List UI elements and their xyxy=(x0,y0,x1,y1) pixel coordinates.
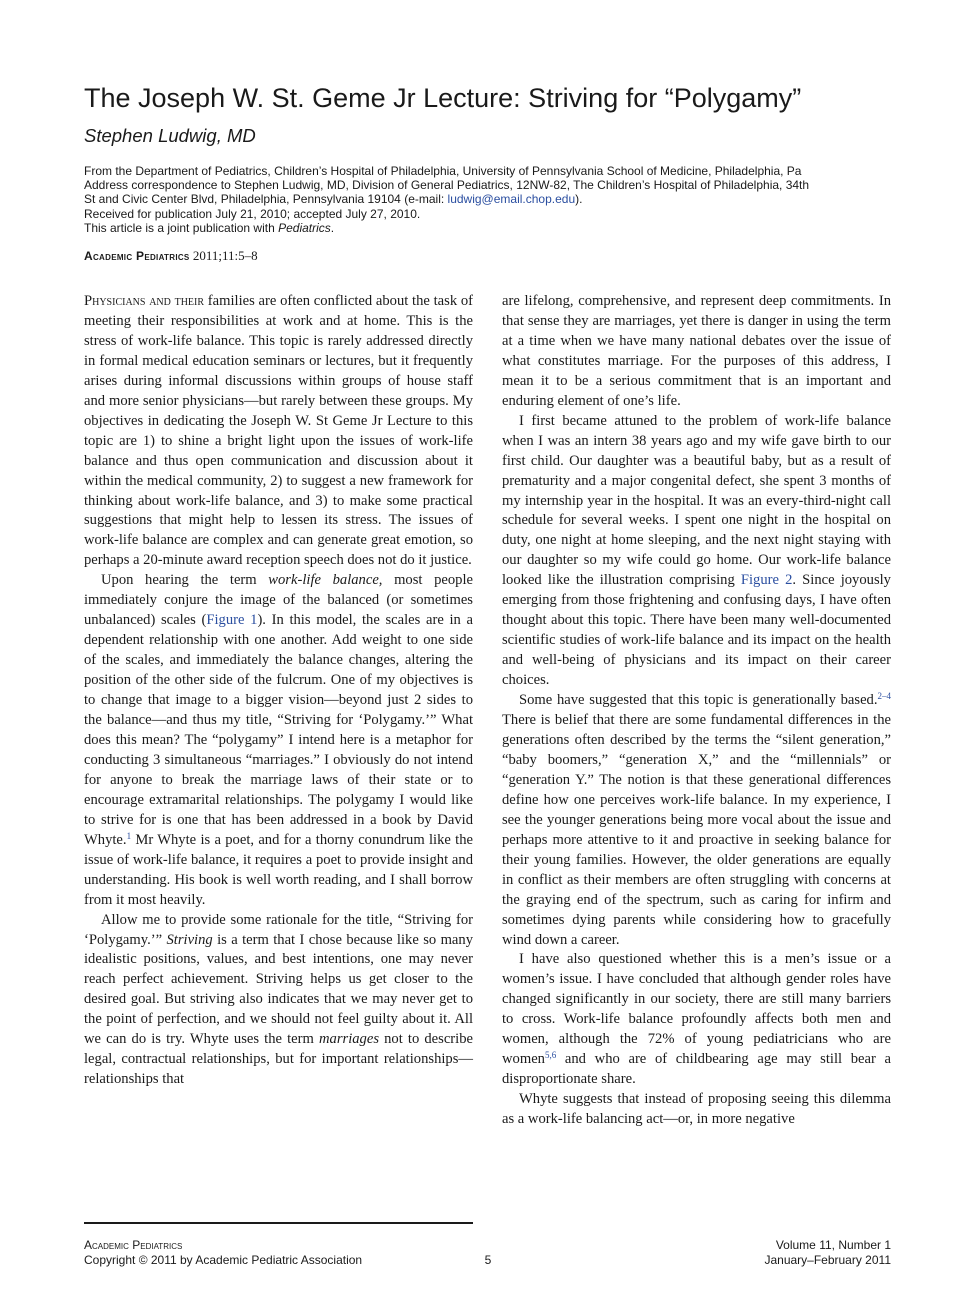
footer-right xyxy=(620,1238,891,1267)
reference-link[interactable]: 2–4 xyxy=(877,691,891,702)
reference-link[interactable]: 1 xyxy=(126,830,132,841)
footer-date: January–February 2011 xyxy=(764,1252,891,1267)
body-paragraph: Allow me to provide some rationale for the title, “Striving for ‘Polygamy.’” Striving is a term that I chose because like so many idealistic positions, values, and best intentions, one may never reach perfect achievement. Striving helps us get closer to the desired goal. But striving also indicates that we may never get to the point of perfection, and we should not feel guilty about it. All we can do is try. Whyte uses the term marriages not to describe legal, contractual relationships, but for important relationships—relationships that xyxy=(84,911,473,1088)
received-line: Received for publication July 21, 2010; accepted July 27, 2010. xyxy=(84,206,421,221)
footer-left xyxy=(84,1238,362,1267)
affiliation-block xyxy=(84,164,894,235)
body-paragraph: are lifelong, comprehensive, and represent deep commitments. In that sense they are marriages, yet there is danger in using the term at a time when we have many national debates over the issue of what constitutes marriage. For the purposes of this address, I mean it to be a serious commitment that is an important and enduring element of one’s life. xyxy=(502,293,891,409)
author-name: Stephen Ludwig, MD xyxy=(84,125,256,146)
body-paragraph: I have also questioned whether this is a men’s issue or a women’s issue. I have concluded that although gender roles have changed significantly in our society, there are still many barriers to cross. Work-life balance profoundly affects both men and women, although the 72% of young pediatricians who are women$^{5,6}$ and who are of childbearing age may still bear a disproportionate share. xyxy=(502,951,891,1088)
reference-link[interactable]: 5,6 xyxy=(544,1050,557,1061)
body-column-left xyxy=(84,292,473,1090)
footer-journal: Academic Pediatrics xyxy=(84,1238,183,1252)
body-paragraph: Upon hearing the term work-life balance, most people immediately conjure the image of the balanced (or sometimes unbalanced) scales (Figure 1). In this model, the scales are in a dependent relationship with one another. Add weight to one side of the scales, and immediately the balance changes, altering the position of the other side of the fulcrum. One of my objectives is to change that image to a bigger vision—beyond just 2 sides to the balance—and thus my title, “Striving for ‘Polygamy.’” What does this mean? The “polygamy” I intend here is a metaphor for conducting 3 simultaneous “marriages.” I obviously do not intend for anyone to break the marriage laws of their state or to encourage extramarital relationships. The polygamy I would like to strive for is one that has been addressed in a book by David Whyte.$^1$ Mr Whyte is a poet, and for a thorny conundrum like the issue of work-life balance, it requires a poet to provide insight and understanding. His book is well worth reading, and I shall borrow from it most heavily. xyxy=(84,572,473,908)
body-column-right xyxy=(502,292,891,1130)
correspondence-address: St and Civic Center Blvd, Philadelphia, Pennsylvania 19104 (e-mail: ludwig@email.chop.edu). xyxy=(84,192,583,207)
citation-journal: Academic Pediatrics xyxy=(84,249,190,263)
body-paragraph: Some have suggested that this topic is generationally based.$^{2-4}$ There is belief that there are some fundamental differences in the generations often described by the terms the “silent generation,” “baby boomers,” “generation X,” and the “millennials” or “generation Y.” The notion is that these generational differences define how one perceives work-life balance. In my experience, I see the younger generations being more vocal about the issue and perhaps more attentive to it and proactive in seeking balance for their young families. However, the older generations are equally in conflict as their members are often struggling with concerns at the graying end of the spectrum, such as caring for infirm and sometimes dying parents while considering how to gracefully wind down a career. xyxy=(502,691,891,948)
figure-1-link[interactable]: Figure 1 xyxy=(206,612,258,629)
figure-2-link[interactable]: Figure 2 xyxy=(740,572,793,589)
email-link[interactable]: ludwig@email.chop.edu xyxy=(447,192,576,207)
correspondence-line: Address correspondence to Stephen Ludwig, MD, Division of General Pediatrics, 12NW-82, The Children’s Hospital of Philadelphia, 34th xyxy=(84,178,810,193)
body-paragraph: Physicians and their families are often conflicted about the task of meeting their responsibilities at work and at home. This is the stress of work-life balance. This topic is rarely addressed directly in formal medical education seminars or lectures, but it frequently arises during informal discussions within groups of house staff and more senior physicians—but rarely between these groups. My objectives in dedicating the Joseph W. St Geme Jr Lecture to this topic are 1) to shine a bright light upon the issues of work-life balance and thus open communication and discussion about it within the medical community, 2) to suggest a new framework for thinking about work-life balance, and 3) to make some practical suggestions that might help to lessen its stress. The issues of work-life balance are complex and can generate great emotion, so perhaps a 20-minute award reception speech does not do it justice. xyxy=(84,293,474,569)
body-paragraph: Whyte suggests that instead of proposing seeing this dilemma as a work-life balancing act—or, in more negative xyxy=(502,1091,891,1128)
page-number: 5 xyxy=(484,1253,492,1267)
footer-divider xyxy=(84,1222,473,1224)
footer-copyright: Copyright © 2011 by Academic Pediatric Association xyxy=(84,1252,363,1267)
joint-publication-line: This article is a joint publication with Pediatrics. xyxy=(84,220,335,235)
affiliation-line: From the Department of Pediatrics, Children’s Hospital of Philadelphia, University of Pennsylvania School of Medicine, Philadelphia, Pa xyxy=(84,164,802,178)
citation-ref: 2011;11:5–8 xyxy=(192,248,258,263)
body-paragraph: I first became attuned to the problem of work-life balance when I was an intern 38 years ago and my wife gave birth to our first child. Our daughter was a beautiful baby, but as a result of prematurity and a major congenital defect, she spent 3 months of my internship year in the hospital. It was an every-third-night call schedule for several weeks. I spent one night in the hospital on duty, one night at home sleeping, and the next night staying with our daughter so my wife could go home. Our work-life balance looked like the illustration comprising Figure 2. Since joyously emerging from those frightening and confusing days, I have often thought about this topic. There have been many well-documented scientific studies of work-life balance and its impact on the health and well-being of physicians and its impact on their career choices. xyxy=(502,412,891,689)
journal-citation xyxy=(84,248,258,264)
footer-volume: Volume 11, Number 1 xyxy=(775,1238,891,1252)
article-title: The Joseph W. St. Geme Jr Lecture: Striving for “Polygamy” xyxy=(84,83,802,113)
